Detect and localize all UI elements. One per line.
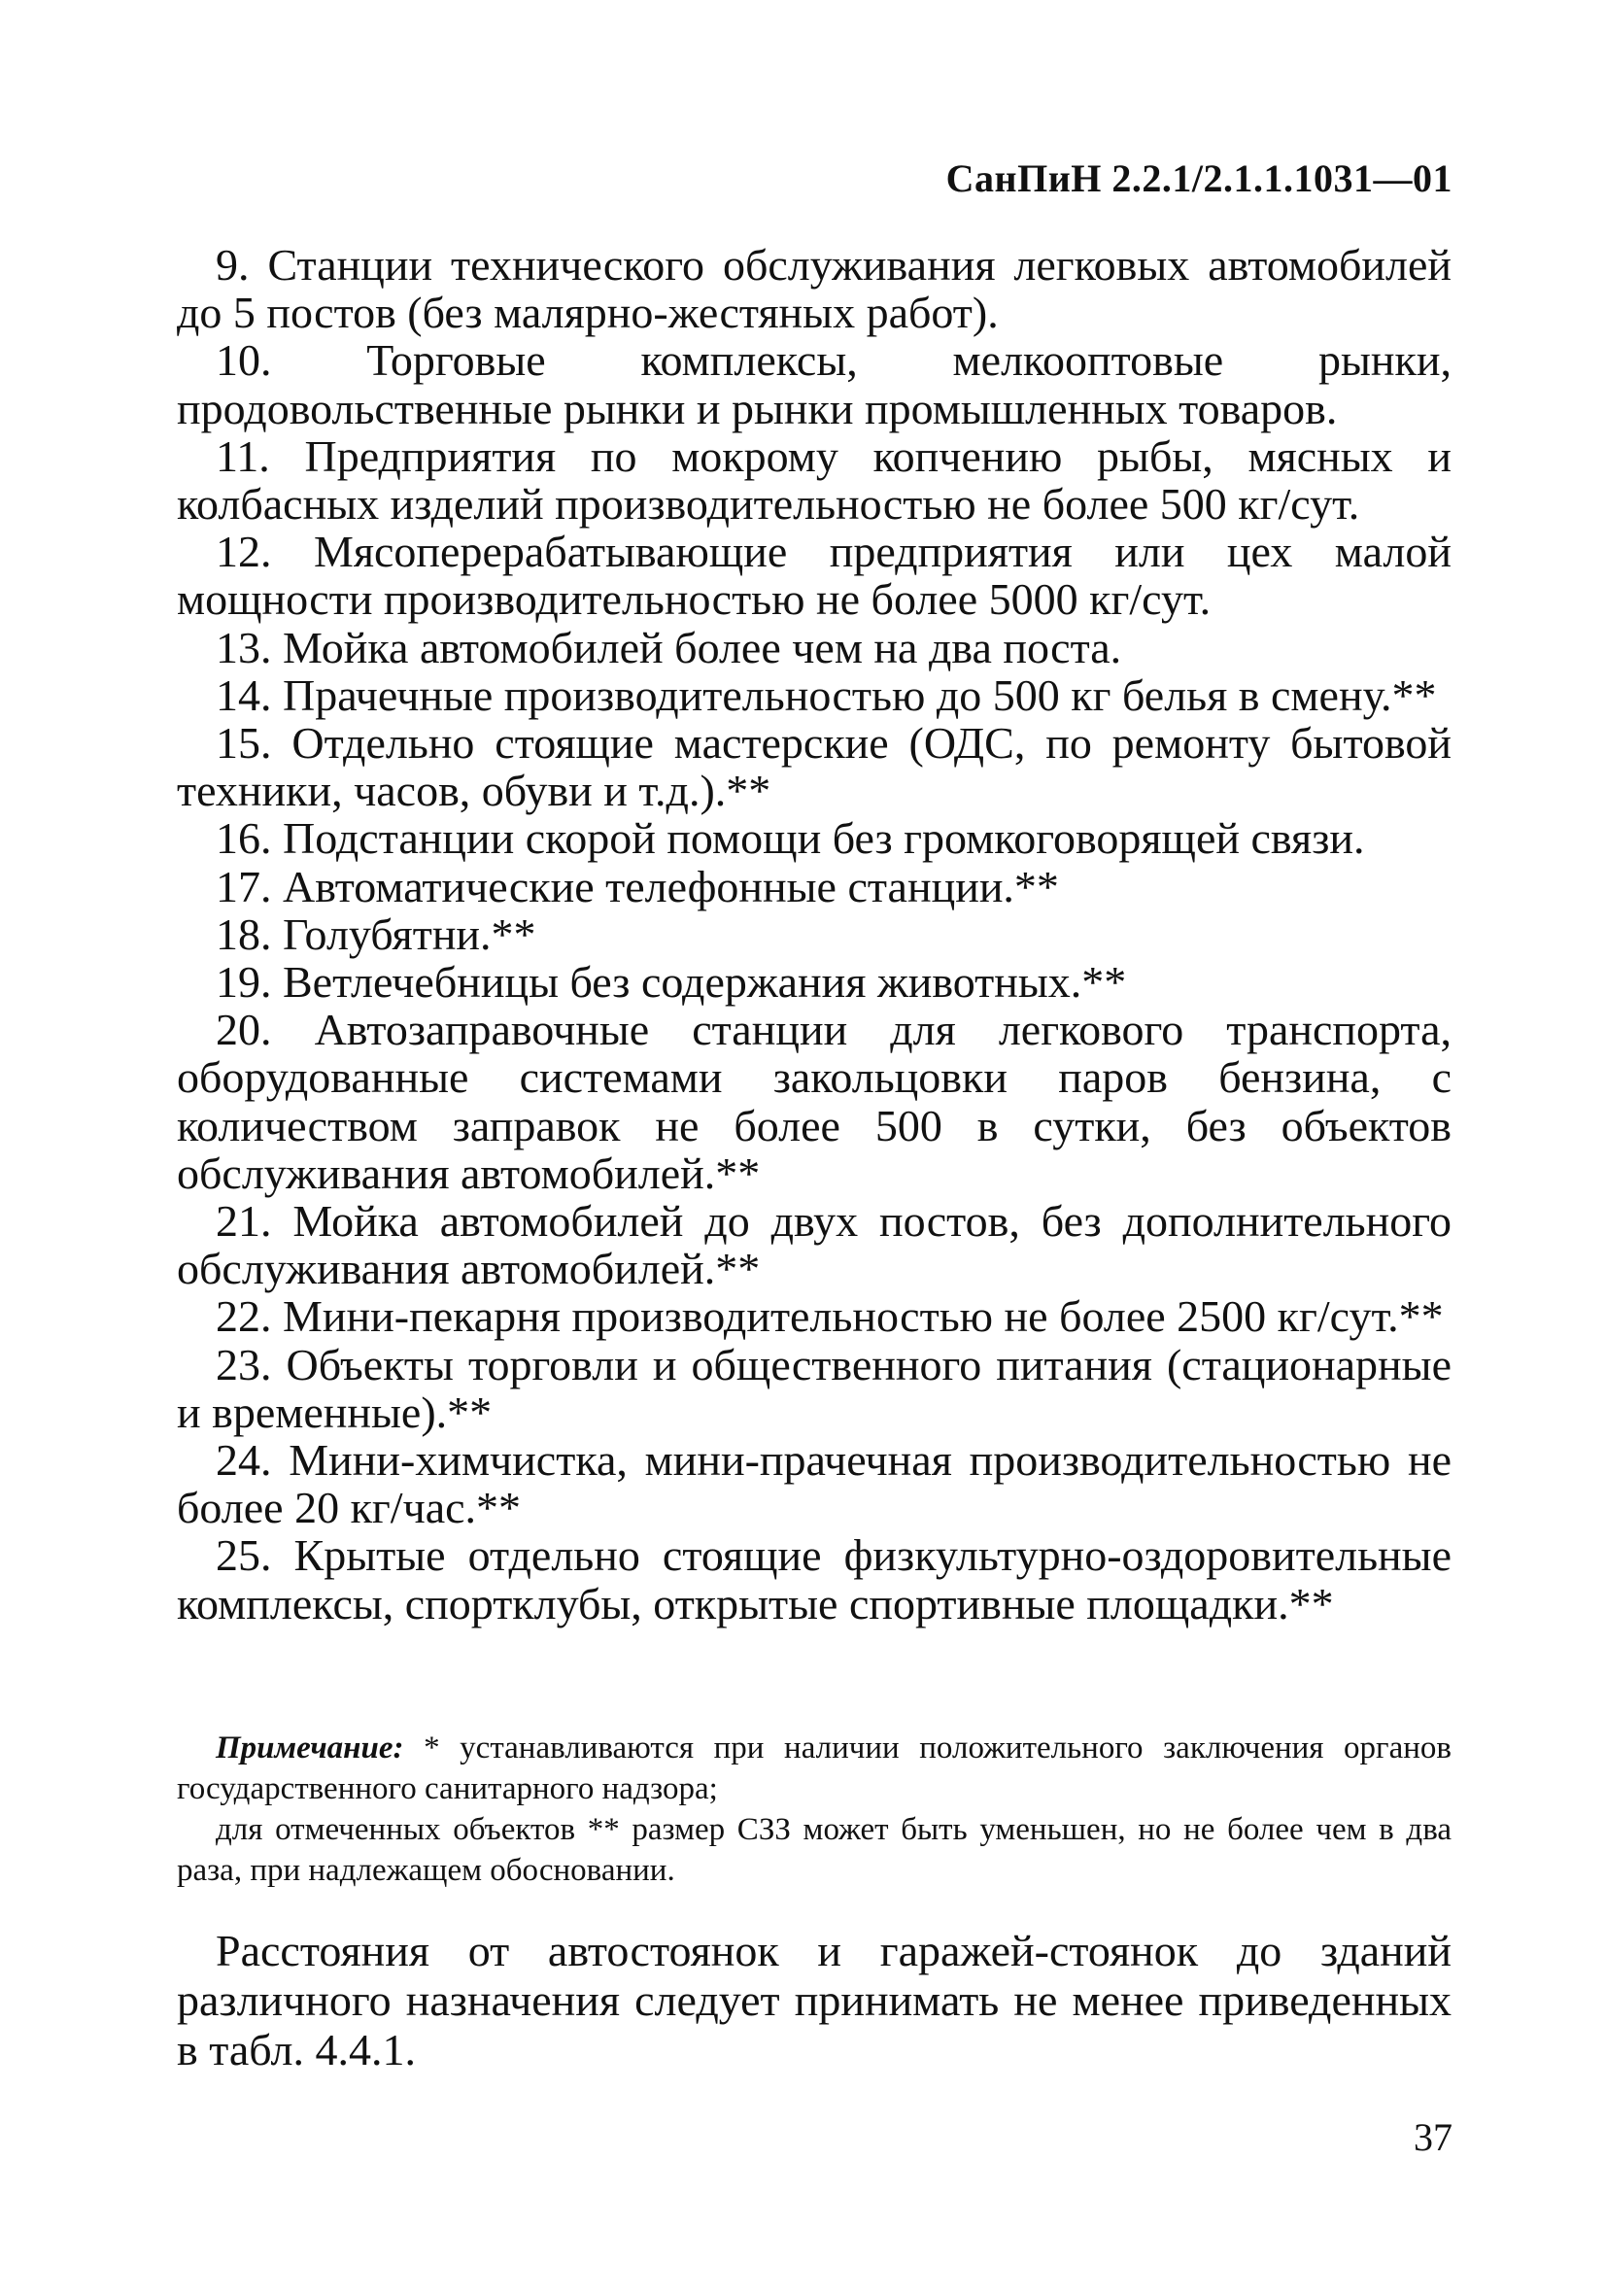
- document-header: СанПиН 2.2.1/2.1.1.1031—01: [945, 156, 1452, 200]
- facility-list: [177, 241, 1452, 1628]
- list-item: 17. Автоматические телефонные станции.**: [216, 861, 1059, 911]
- footnote-line-1: [177, 1728, 1452, 1809]
- list-item: 10. Торговые комплексы, мелкооптовые рынки, продовольственные рынки и рынки промышленных товаров.: [177, 335, 1452, 433]
- list-item: 13. Мойка автомобилей более чем на два поста.: [216, 622, 1122, 672]
- list-item: 14. Прачечные производительностью до 500 кг белья в смену.**: [216, 669, 1437, 720]
- footnote-text-1: * устанавливаются при наличии положительного заключения органов государственного санитарного надзора;: [177, 1731, 1452, 1806]
- closing-paragraph: Расстояния от автостоянок и гаражей-стоянок до зданий различного назначения следует принимать не менее приведенных в табл. 4.4.1.: [177, 1926, 1452, 2074]
- footnote-label: Примечание:: [216, 1731, 404, 1765]
- list-item: 9. Станции технического обслуживания легковых автомобилей до 5 постов (без малярно-жестяных работ).: [177, 240, 1452, 338]
- footnote-line-2: для отмеченных объектов ** размер СЗЗ может быть уменьшен, но не более чем в два раза, при надлежащем обосновании.: [177, 1812, 1452, 1888]
- page-number: 37: [1414, 2115, 1452, 2159]
- list-item: 25. Крытые отдельно стоящие физкультурно-оздоровительные комплексы, спортклубы, открытые спортивные площадки.**: [177, 1530, 1452, 1628]
- list-item: 19. Ветлечебницы без содержания животных.**: [216, 957, 1127, 1008]
- list-item: 20. Автозаправочные станции для легкового транспорта, оборудованные системами закольцовки паров бензина, с количеством заправок не более 500 в сутки, без объектов обслуживания автомобилей.**: [177, 1005, 1452, 1198]
- footnote: [177, 1728, 1452, 1891]
- list-item: 23. Объекты торговли и общественного питания (стационарные и временные).**: [177, 1339, 1452, 1437]
- list-item: 11. Предприятия по мокрому копчению рыбы, мясных и колбасных изделий производительностью не более 500 кг/сут.: [177, 430, 1452, 530]
- list-item: 18. Голубятни.**: [216, 908, 536, 959]
- list-item: 16. Подстанции скорой помощи без громкоговорящей связи.: [216, 813, 1365, 864]
- list-item: 15. Отдельно стоящие мастерские (ОДС, по ремонту бытовой техники, часов, обуви и т.д.).**: [177, 718, 1452, 816]
- list-item: 22. Мини-пекарня производительностью не более 2500 кг/сут.**: [216, 1291, 1444, 1342]
- list-item: 12. Мясоперерабатывающие предприятия или цех малой мощности производительностью не более 5000 кг/сут.: [177, 527, 1452, 625]
- list-item: 21. Мойка автомобилей до двух постов, без дополнительного обслуживания автомобилей.**: [177, 1196, 1452, 1294]
- list-item: 24. Мини-химчистка, мини-прачечная производительностью не более 20 кг/час.**: [177, 1435, 1452, 1533]
